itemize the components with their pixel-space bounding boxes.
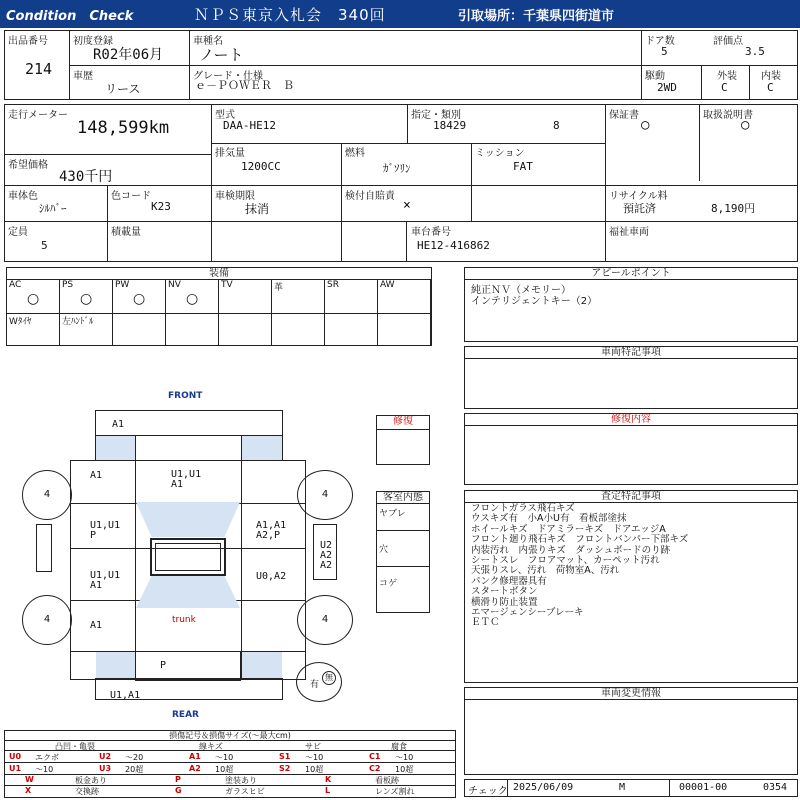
capacity-value: 5	[41, 239, 48, 252]
grade-value: ｅ－ＰＯＷＥＲ Ｂ	[195, 79, 294, 92]
legend-row	[5, 763, 455, 775]
appeal-title: アピールポイント	[465, 268, 797, 280]
repair-panel	[464, 413, 798, 485]
equipment-cell-革	[272, 280, 325, 314]
welfare-label: 福祉車両	[609, 227, 649, 238]
car-damage-diagram	[0, 388, 372, 724]
capacity-label: 定員	[8, 227, 28, 238]
legend-row	[5, 775, 455, 786]
inspection-note-line: ホイールキズ ドアミラーキズ ドアエッジA	[471, 523, 666, 535]
legend-desc: 10超	[215, 765, 234, 774]
equipment-label: AW	[380, 280, 395, 290]
legend-code: K	[325, 775, 332, 784]
displacement-label: 排気量	[215, 148, 245, 159]
change-info-title: 車両変更情報	[465, 688, 797, 700]
record-number: 0354	[763, 782, 788, 793]
mission-value: FAT	[513, 160, 533, 173]
inspection-notes-title: 査定特記事項	[465, 491, 797, 503]
spare-tire-indicator	[296, 662, 342, 702]
legend-desc: 塗装あり	[225, 776, 257, 785]
type-label: 指定・類別	[411, 110, 461, 121]
interior-value: C	[767, 81, 774, 94]
manual-value: ○	[741, 117, 750, 133]
repair-badge-box	[376, 415, 430, 465]
repair-title: 修復内容	[465, 414, 797, 426]
check-footer	[464, 779, 798, 797]
mileage-label: 走行メーター	[8, 110, 68, 121]
tire-rear-right: 4	[297, 595, 353, 645]
mileage-value: 148,599km	[77, 118, 170, 138]
legend-code: U1	[9, 764, 22, 773]
warranty-label: 保証書	[609, 110, 639, 121]
appeal-line-2: インテリジェントキー（2）	[471, 296, 598, 307]
legend-header-dent: 凸凹・亀裂	[55, 742, 95, 751]
legend-code: S2	[279, 764, 291, 773]
recycle-label: リサイクル料	[609, 191, 668, 202]
interior-condition-box	[376, 491, 430, 613]
type-value-2: 8	[553, 119, 560, 132]
equipment-label: TV	[221, 280, 233, 290]
history-label: 車歴	[73, 71, 93, 82]
interior-item-hole: 穴	[379, 545, 389, 555]
color-label: 車体色	[8, 191, 38, 202]
legend-code: X	[25, 786, 32, 795]
doors-value: 5	[661, 45, 668, 58]
legend-desc: 板金あり	[75, 776, 107, 785]
damage-hood: U1,U1 A1	[171, 469, 202, 490]
legend-desc: 10超	[305, 765, 324, 774]
legend-code: A2	[189, 764, 201, 773]
special-notes-title: 車両特記事項	[465, 347, 797, 359]
equipment-cell-sr	[325, 280, 378, 314]
basic-info-panel	[4, 30, 798, 100]
legend-header-rust: サビ	[305, 742, 321, 751]
equipment-cell-pw	[113, 280, 166, 314]
legend-desc: 交換跡	[75, 787, 99, 796]
history-value: リース	[105, 82, 141, 96]
legend-desc: 看板跡	[375, 776, 399, 785]
car-name-value: ノート	[199, 46, 244, 64]
displacement-value: 1200CC	[241, 160, 281, 173]
legend-header-corrosion: 腐食	[391, 742, 407, 751]
legend-code: C1	[369, 752, 381, 761]
interior-item-tear: ヤブレ	[379, 509, 406, 519]
trunk-label: trunk	[172, 615, 196, 625]
damage-front-right-door: A1,A1 A2,P	[256, 520, 287, 541]
damage-rear-left-door: U1,U1 A1	[90, 570, 121, 591]
auction-title: ＮＰＳ東京入札会 340回	[194, 6, 386, 24]
inspection-note-line: ウスキズ有 小A小U有 看板部塗抹	[471, 513, 627, 525]
legend-desc: 10超	[395, 765, 414, 774]
special-notes-panel	[464, 346, 798, 409]
color-code-label: 色コード	[111, 191, 151, 202]
damage-rear-bumper: U1,A1	[110, 690, 141, 701]
damage-trunk-lid: P	[160, 660, 167, 671]
legend-desc: 〜10	[395, 753, 414, 762]
equipment-mark: ○	[80, 291, 93, 307]
legend-code: C2	[369, 764, 381, 773]
interior-label: 内装	[761, 71, 781, 82]
check-label: チェック	[468, 786, 508, 797]
front-label: FRONT	[168, 391, 203, 401]
inspection-note-line: エマージェンシーブレーキ	[471, 607, 584, 619]
insurance-value: ×	[403, 198, 411, 213]
damage-rear-right-door: U0,A2	[256, 571, 287, 582]
serial-number: 00001-00	[679, 782, 728, 793]
header-bar	[0, 0, 800, 28]
tire-front-right: 4	[297, 470, 353, 520]
equipment-extra-label: Wﾀｲﾔ	[9, 317, 32, 327]
damage-front-bumper: A1	[112, 419, 125, 430]
damage-front-left-fender: A1	[90, 470, 103, 481]
inspection-note-line: パンク修理器具有	[471, 575, 547, 587]
damage-right-side: U2 A2 A2	[320, 540, 333, 571]
tire-front-left: 4	[22, 470, 72, 520]
inspection-note-line: 横滑り防止装置	[471, 596, 538, 608]
legend-row	[5, 786, 455, 797]
score-value: 3.5	[745, 45, 765, 58]
equipment-grid	[7, 280, 431, 345]
interior-condition-title: 客室内態	[377, 492, 429, 504]
left-side-step	[36, 524, 52, 572]
recycle-value: 8,190円	[711, 202, 756, 215]
model-value: DAA-HE12	[223, 119, 276, 132]
price-value: 430千円	[59, 169, 113, 185]
equipment-cell-extra	[60, 314, 113, 345]
legend-code: P	[175, 775, 181, 784]
doors-label: ドア数	[645, 36, 675, 47]
equipment-label: PW	[115, 280, 130, 290]
chassis-label: 車台番号	[411, 227, 451, 238]
legend-row	[5, 751, 455, 763]
legend-desc: 〜10	[215, 753, 234, 762]
damage-legend	[4, 730, 456, 798]
spare-label: 有	[310, 680, 320, 690]
equipment-cell-extra	[378, 314, 431, 345]
legend-desc: レンズ割れ	[375, 787, 415, 796]
equipment-cell-extra	[325, 314, 378, 345]
equipment-extra-label: 左ﾊﾝﾄﾞﾙ	[62, 317, 94, 327]
warranty-value: ○	[641, 117, 650, 133]
equipment-panel	[6, 267, 432, 346]
inspection-note-line: ＥＴＣ	[471, 617, 500, 629]
legend-code: W	[25, 775, 34, 784]
damage-front-left-door: U1,U1 P	[90, 520, 121, 541]
mission-label: ミッション	[475, 148, 525, 159]
rear-label: REAR	[172, 710, 199, 720]
pickup-location: 引取場所：千葉県四街道市	[458, 9, 615, 24]
spec-panel	[4, 104, 798, 262]
equipment-cell-nv	[166, 280, 219, 314]
equipment-mark: ○	[133, 291, 146, 307]
inspection-label: 車検期限	[215, 191, 255, 202]
trunk-lid-panel	[135, 651, 241, 681]
grade-label: グレード・仕様	[193, 71, 263, 82]
score-label: 評価点	[713, 36, 743, 47]
equipment-label: PS	[62, 280, 74, 290]
legend-desc: エクボ	[35, 753, 59, 762]
legend-code: L	[325, 786, 331, 795]
inspection-notes-list	[471, 504, 791, 629]
equipment-cell-ac	[7, 280, 60, 314]
equipment-mark: ○	[186, 291, 199, 307]
type-value-1: 18429	[433, 119, 467, 132]
load-label: 積載量	[111, 227, 141, 238]
brand-title: Condition Check	[6, 9, 134, 24]
equipment-cell-extra	[219, 314, 272, 345]
legend-desc: 〜10	[35, 765, 54, 774]
change-info-panel	[464, 687, 798, 775]
equipment-label: AC	[9, 280, 22, 290]
drive-value: 2WD	[657, 81, 677, 94]
lot-number: 214	[25, 60, 53, 78]
equipment-label: 革	[274, 283, 284, 293]
legend-code: S1	[279, 752, 291, 761]
first-reg-label: 初度登録	[73, 36, 113, 47]
equipment-cell-extra	[272, 314, 325, 345]
equipment-cell-extra	[7, 314, 60, 345]
legend-desc: ガラスヒビ	[225, 787, 265, 796]
equipment-cell-ps	[60, 280, 113, 314]
inspector-mark: M	[619, 782, 626, 793]
equipment-cell-aw	[378, 280, 431, 314]
legend-code: G	[175, 786, 182, 795]
repair-badge: 修復	[377, 416, 429, 430]
insurance-label: 検付自賠責	[345, 191, 395, 202]
appeal-line-1: 純正ＮＶ（メモリー）	[471, 285, 571, 296]
exterior-value: C	[721, 81, 728, 94]
chassis-value: HE12-416862	[417, 239, 490, 252]
legend-desc: 〜10	[305, 753, 324, 762]
equipment-mark: ○	[27, 291, 40, 307]
legend-code: A1	[189, 752, 201, 761]
inspection-note-line: フロント廻り飛石キズ フロントバンパー下部キズ	[471, 534, 689, 546]
equipment-cell-extra	[166, 314, 219, 345]
damage-rear-left-fender: A1	[90, 620, 103, 631]
color-value: ｼﾙﾊﾞｰ	[39, 202, 67, 215]
color-code-value: K23	[151, 200, 171, 213]
spare-none-mark: 無	[322, 671, 336, 685]
inspection-note-line: 内装汚れ 内張りキズ ダッシュボードのり跡	[471, 544, 671, 556]
inspection-note-line: シートスレ フロアマット、カーペット汚れ	[471, 555, 660, 567]
legend-title: 損傷記号＆損傷サイズ(〜最大cm)	[5, 731, 455, 741]
inspection-note-line: 天張りスレ、汚れ 荷物室A、汚れ	[471, 565, 620, 577]
legend-headers	[5, 741, 455, 751]
exterior-label: 外装	[717, 71, 737, 82]
equipment-cell-tv	[219, 280, 272, 314]
legend-header-scratch: 線キズ	[199, 742, 223, 751]
tire-rear-left: 4	[22, 595, 72, 645]
first-reg-value: R02年06月	[93, 47, 164, 63]
fuel-label: 燃料	[345, 148, 365, 159]
drive-label: 駆動	[645, 71, 665, 82]
legend-desc: 20超	[125, 765, 144, 774]
lot-label: 出品番号	[8, 36, 48, 47]
equipment-label: SR	[327, 280, 339, 290]
appeal-panel	[464, 267, 798, 342]
model-label: 型式	[215, 110, 235, 121]
inspection-note-line: スタートボタン	[471, 586, 538, 598]
equipment-cell-extra	[113, 314, 166, 345]
legend-desc: 〜20	[125, 753, 144, 762]
legend-code: U3	[99, 764, 112, 773]
manual-label: 取扱説明書	[703, 110, 753, 121]
car-name-label: 車種名	[193, 36, 223, 47]
inspection-notes-panel	[464, 490, 798, 683]
inspection-note-line: フロントガラス飛石キズ	[471, 503, 575, 514]
recycle-status: 預託済	[623, 202, 656, 215]
legend-code: U0	[9, 752, 22, 761]
equipment-label: NV	[168, 280, 181, 290]
fuel-value: ｶﾞｿﾘﾝ	[383, 162, 411, 175]
price-label: 希望価格	[8, 160, 48, 171]
legend-code: U2	[99, 752, 112, 761]
check-date: 2025/06/09	[513, 782, 574, 793]
equipment-title: 装備	[7, 268, 431, 280]
interior-item-burn: コゲ	[379, 579, 398, 589]
inspection-value: 抹消	[245, 202, 270, 216]
